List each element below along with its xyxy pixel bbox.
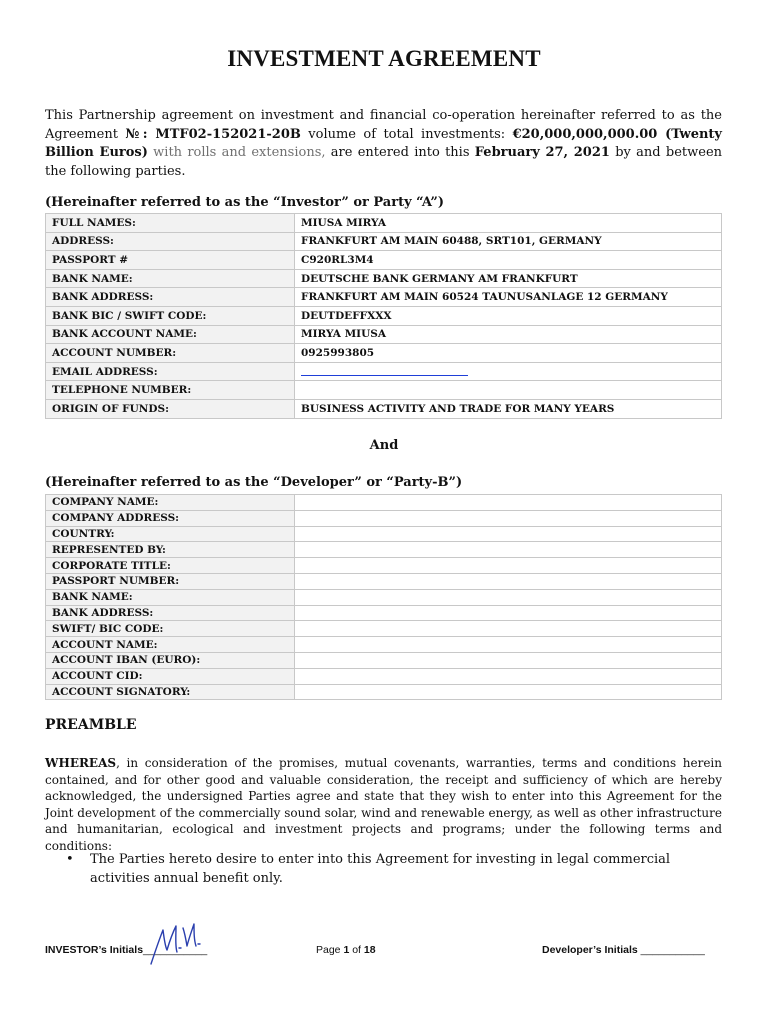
party-b-field-label: COUNTRY:	[46, 526, 295, 542]
party-b-field-label: COMPANY ADDRESS:	[46, 510, 295, 526]
party-a-row	[46, 214, 722, 233]
preamble-heading: PREAMBLE	[45, 717, 137, 733]
developer-initials-field	[542, 944, 705, 956]
party-a-field-value: C920RL3M4	[295, 251, 722, 270]
agreement-date: February 27, 2021	[474, 145, 610, 160]
party-a-row	[46, 344, 722, 363]
investor-signature	[145, 918, 211, 970]
agreement-number-label: №:	[125, 126, 156, 142]
party-a-field-label: BANK BIC / SWIFT CODE:	[46, 306, 295, 325]
bullet-text: The Parties hereto desire to enter into this Agreement for investing in legal commercial activities annual benefit only.	[90, 852, 671, 886]
party-b-field-label: REPRESENTED BY:	[46, 542, 295, 558]
party-a-field-value: MIUSA MIRYA	[295, 214, 722, 233]
party-a-table	[45, 213, 722, 419]
party-b-field-label: ACCOUNT NAME:	[46, 637, 295, 653]
whereas-text: , in consideration of the promises, mutual covenants, warranties, terms and conditions herein contained, and for other good and valuable consideration, the receipt and sufficiency of which are hereby acknowledged, the undersigned Parties agree and state that they wish to enter into this Agreement for the Joint development of the commercially sound solar, wind and renewable energy, as well as other infrastructure and humanitarian, ecological and investment projects and programs; under the following terms and conditions:	[45, 756, 722, 853]
party-a-row	[46, 269, 722, 288]
page-current: 1	[343, 944, 350, 956]
email-link-underline[interactable]	[301, 365, 468, 376]
party-b-row	[46, 495, 722, 511]
party-b-field-value	[295, 510, 722, 526]
party-b-row	[46, 637, 722, 653]
party-a-row	[46, 399, 722, 418]
developer-initials-line: ___________	[640, 944, 705, 956]
party-b-field-label: ACCOUNT SIGNATORY:	[46, 684, 295, 700]
party-b-row	[46, 542, 722, 558]
party-a-row	[46, 325, 722, 344]
party-b-row	[46, 589, 722, 605]
party-b-row	[46, 621, 722, 637]
investor-initials-line: ___________	[143, 944, 208, 956]
party-a-field-value: DEUTDEFFXXX	[295, 306, 722, 325]
party-b-field-value	[295, 668, 722, 684]
party-a-field-value: DEUTSCHE BANK GERMANY AM FRANKFURT	[295, 269, 722, 288]
party-b-field-value	[295, 495, 722, 511]
intro-text-1: This Partnership agreement on investment and financial co-operation hereinafter referred to as the Agreement	[45, 108, 722, 142]
page-total: 18	[363, 944, 376, 956]
whereas-word: WHEREAS	[45, 756, 117, 770]
party-b-heading: (Hereinafter referred to as the “Developer” or “Party-B”)	[45, 475, 463, 490]
party-a-field-value: FRANKFURT AM MAIN 60488, SRT101, GERMANY	[295, 232, 722, 251]
rolls-extensions-text: with rolls and extensions,	[147, 145, 326, 160]
party-a-field-value	[295, 362, 722, 381]
party-b-table	[45, 494, 722, 700]
party-b-field-value	[295, 605, 722, 621]
party-a-row	[46, 288, 722, 307]
party-b-row	[46, 668, 722, 684]
intro-text-2: volume of total investments:	[300, 126, 513, 142]
agreement-number: MTF02-152021-20B	[155, 126, 301, 142]
party-b-field-label: SWIFT/ BIC CODE:	[46, 621, 295, 637]
investor-initials-label: INVESTOR’s Initials	[45, 944, 144, 956]
party-b-row	[46, 652, 722, 668]
party-b-field-label: ACCOUNT IBAN (EURO):	[46, 652, 295, 668]
party-b-field-value	[295, 621, 722, 637]
party-a-field-value	[295, 381, 722, 400]
party-b-field-value	[295, 558, 722, 574]
party-b-field-label: CORPORATE TITLE:	[46, 558, 295, 574]
page-number	[316, 944, 376, 956]
party-a-row	[46, 306, 722, 325]
whereas-paragraph	[45, 755, 722, 855]
party-b-field-value	[295, 652, 722, 668]
party-a-field-label: ACCOUNT NUMBER:	[46, 344, 295, 363]
party-b-field-value	[295, 573, 722, 589]
party-b-field-label: BANK ADDRESS:	[46, 605, 295, 621]
investment-amount: €20,000,000,000.00 (Twenty Billion Euros)	[45, 126, 722, 160]
party-a-row	[46, 251, 722, 270]
party-a-field-label: BANK NAME:	[46, 269, 295, 288]
developer-initials-label: Developer’s Initials	[542, 944, 641, 956]
party-a-row	[46, 381, 722, 400]
party-a-field-label: ADDRESS:	[46, 232, 295, 251]
party-b-field-value	[295, 542, 722, 558]
party-b-row	[46, 605, 722, 621]
party-a-row	[46, 232, 722, 251]
party-b-row	[46, 526, 722, 542]
page-of: of	[349, 944, 364, 956]
party-a-field-value: MIRYA MIUSA	[295, 325, 722, 344]
party-a-field-label: BANK ADDRESS:	[46, 288, 295, 307]
page-word: Page	[316, 944, 344, 956]
intro-paragraph	[45, 107, 722, 181]
document-title: INVESTMENT AGREEMENT	[227, 46, 541, 71]
party-a-field-value: BUSINESS ACTIVITY AND TRADE FOR MANY YEARS	[295, 399, 722, 418]
party-a-row	[46, 362, 722, 381]
party-b-field-label: BANK NAME:	[46, 589, 295, 605]
party-b-field-value	[295, 637, 722, 653]
bullet-dot-icon: •	[66, 852, 74, 867]
party-b-field-value	[295, 526, 722, 542]
party-a-field-label: PASSPORT #	[46, 251, 295, 270]
party-a-field-label: EMAIL ADDRESS:	[46, 362, 295, 381]
party-b-field-label: COMPANY NAME:	[46, 495, 295, 511]
party-a-heading: (Hereinafter referred to as the “Investor” or Party “A”)	[45, 195, 445, 210]
party-a-field-label: ORIGIN OF FUNDS:	[46, 399, 295, 418]
preamble-bullet-item	[66, 851, 722, 888]
party-a-field-label: TELEPHONE NUMBER:	[46, 381, 295, 400]
party-b-row	[46, 684, 722, 700]
party-b-field-value	[295, 589, 722, 605]
party-b-row	[46, 573, 722, 589]
party-b-field-value	[295, 684, 722, 700]
party-b-field-label: ACCOUNT CID:	[46, 668, 295, 684]
intro-text-3: are entered into this	[325, 145, 475, 160]
party-a-field-value: FRANKFURT AM MAIN 60524 TAUNUSANLAGE 12 GERMANY	[295, 288, 722, 307]
intro-text-4: by and between the following parties.	[45, 145, 723, 179]
party-b-field-label: PASSPORT NUMBER:	[46, 573, 295, 589]
party-a-field-label: FULL NAMES:	[46, 214, 295, 233]
party-a-field-label: BANK ACCOUNT NAME:	[46, 325, 295, 344]
party-b-row	[46, 510, 722, 526]
party-a-field-value: 0925993805	[295, 344, 722, 363]
and-separator: And	[369, 438, 399, 453]
party-b-row	[46, 558, 722, 574]
